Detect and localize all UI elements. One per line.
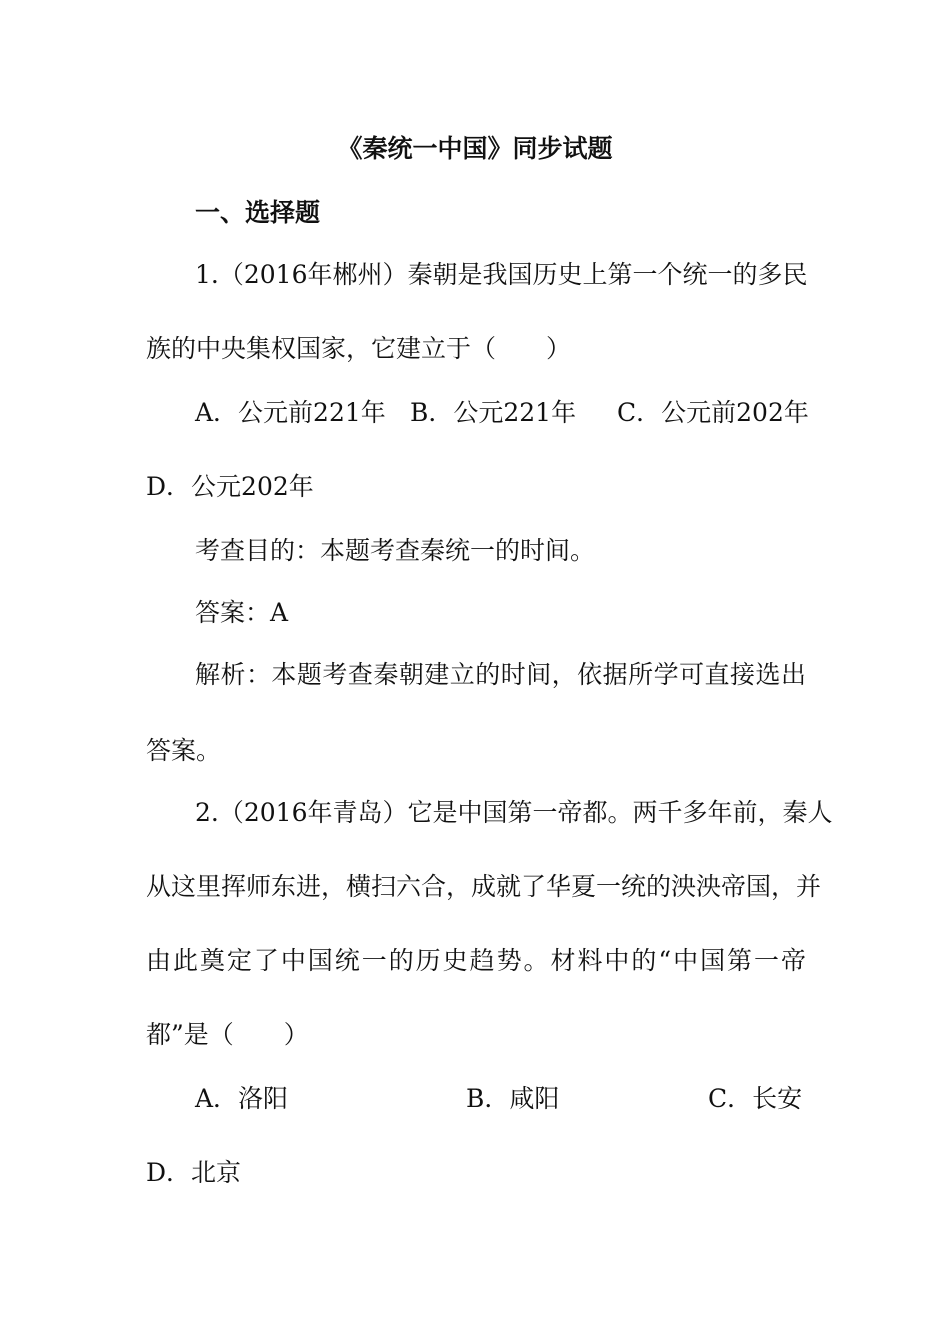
q1-answer: 答案：A — [195, 598, 289, 627]
q1-stem-line2: 族的中央集权国家，它建立于（ ） — [146, 334, 572, 363]
q1-option-d: D．公元202年 — [146, 472, 314, 501]
q1-purpose: 考查目的：本题考查秦统一的时间。 — [195, 536, 596, 565]
q2-stem-line1: 2.（2016年青岛）它是中国第一帝都。两千多年前，秦人 — [195, 798, 833, 827]
q2-option-a: A．洛阳 — [195, 1084, 289, 1113]
q2-option-c: C．长安 — [708, 1084, 803, 1113]
q1-option-b: B．公元221年 — [410, 398, 577, 427]
q1-option-c: C．公元前202年 — [617, 398, 809, 427]
q2-option-b: B．咸阳 — [466, 1084, 560, 1113]
q2-option-d: D．北京 — [146, 1158, 242, 1187]
page-title: 《秦统一中国》同步试题 — [337, 134, 613, 163]
q2-stem-line2: 从这里挥师东进，横扫六合，成就了华夏一统的泱泱帝国，并 — [146, 872, 822, 901]
section-heading: 一、选择题 — [195, 198, 321, 227]
q2-stem-line3: 由此奠定了中国统一的历史趋势。材料中的“中国第一帝 — [146, 946, 806, 975]
q1-analysis-line1: 解析：本题考查秦朝建立的时间，依据所学可直接选出 — [195, 660, 806, 689]
q1-stem-line1: 1.（2016年郴州）秦朝是我国历史上第一个统一的多民 — [195, 260, 808, 289]
q1-analysis-line2: 答案。 — [146, 736, 222, 765]
q1-option-a: A．公元前221年 — [195, 398, 386, 427]
q2-stem-line4: 都”是（ ） — [146, 1020, 309, 1049]
